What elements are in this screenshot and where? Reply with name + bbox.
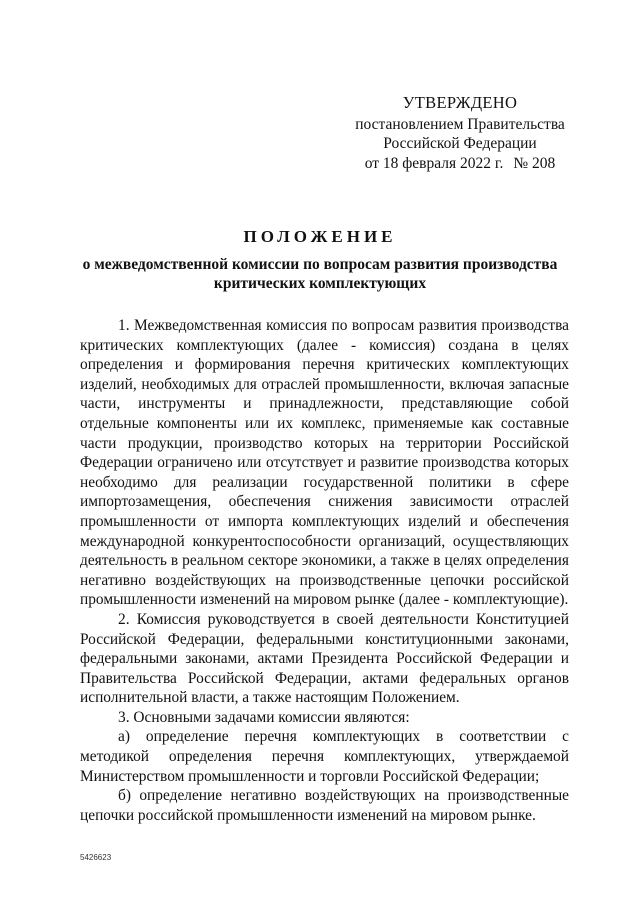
- document-subtitle: о межведомственной комиссии по вопросам развития производства критических комплектующих: [82, 256, 558, 292]
- approval-date: от 18 февраля 2022 г.: [364, 154, 504, 172]
- paragraph-2: 2. Комиссия руководствуется в своей деятельности Конституцией Российской Федерации, федеральными конституционными законами, федеральными законами, актами Президента Российской Федерации и Правительства Российской Федерации, актами федеральных органов исполнительной власти, а также настоящим Положением.: [80, 610, 569, 707]
- document-body: [80, 316, 569, 825]
- approved-label: УТВЕРЖДЕНО: [402, 93, 518, 112]
- approval-date-line: [340, 154, 580, 174]
- document-title: ПОЛОЖЕНИЕ: [243, 227, 397, 246]
- approval-number: № 208: [513, 154, 556, 172]
- paragraph-3: 3. Основными задачами комиссии являются:: [118, 708, 410, 726]
- approval-line-1: постановлением Правительства: [355, 115, 565, 133]
- approval-line-2: Российской Федерации: [383, 135, 537, 152]
- paragraph-3a: а) определение перечня комплектующих в соответствии с методикой определения перечня комплектующих, утверждаемой Министерством промышленности и торговли Российской Федерации;: [80, 728, 569, 785]
- approval-stamp: [340, 93, 580, 173]
- paragraph-3b: б) определение негативно воздействующих на производственные цепочки российской промышленности изменений на мировом рынке.: [80, 787, 569, 824]
- paragraph-1: 1. Межведомственная комиссия по вопросам развития производства критических комплектующих (далее - комиссия) создана в целях определения и формирования перечня критических комплектующих изделий, необходимых для отраслей промышленности, включая запасные части, инструменты и принадлежности, представляющие собой отдельные компоненты или их комплекс, применяемые как составные части продукции, производство которых на территории Российской Федерации ограничено или отсутствует и развитие производства которых необходимо для реализации государственной политики в сфере импортозамещения, обеспечения снижения зависимости отраслей промышленности от импорта комплектующих изделий и обеспечения международной конкурентоспособности организаций, осуществляющих деятельность в реальном секторе экономики, а также в целях определения негативно воздействующих на производственные цепочки российской промышленности изменений на мировом рынке (далее - комплектующие).: [80, 317, 569, 609]
- document-code: 5426623: [80, 853, 112, 862]
